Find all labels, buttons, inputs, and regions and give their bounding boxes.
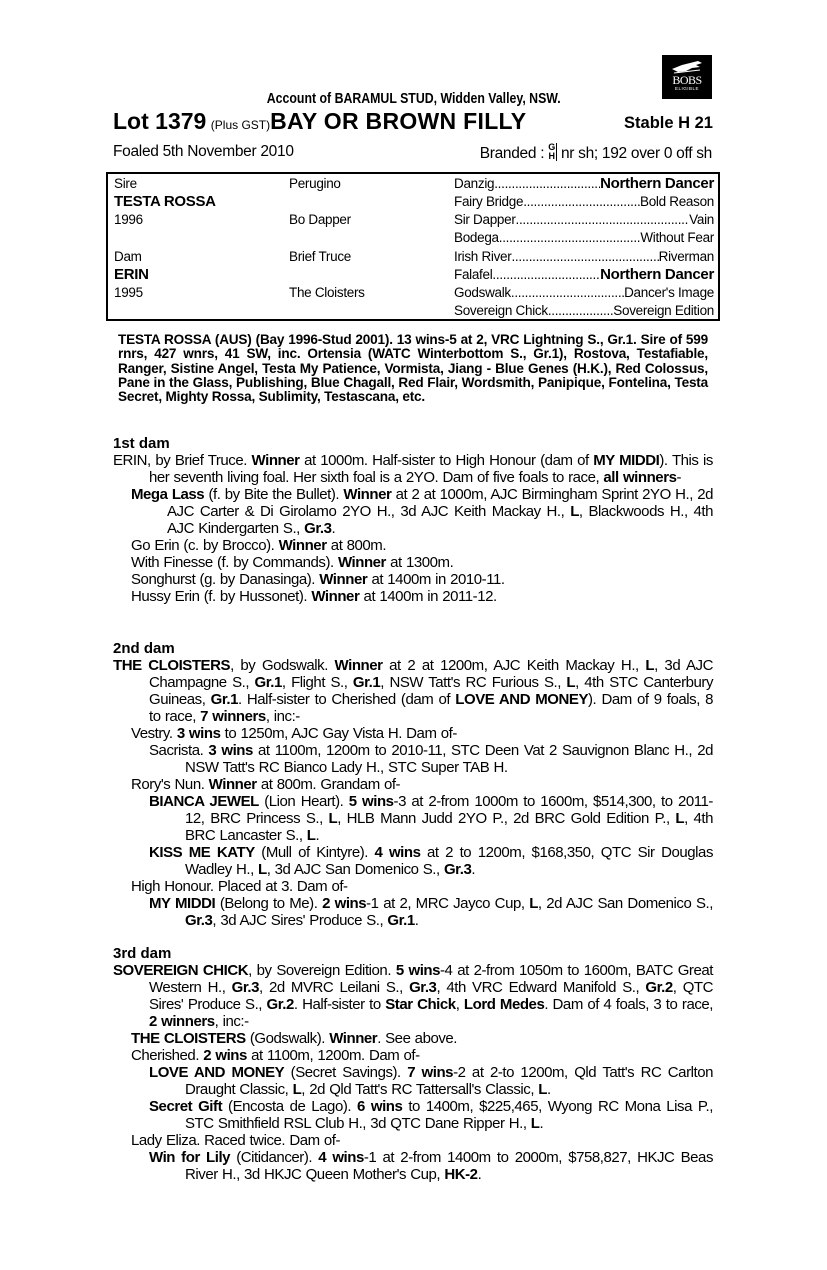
bold-text: Gr.3: [231, 979, 260, 996]
bold-text: L: [530, 1115, 540, 1132]
bold-text: L: [328, 810, 338, 827]
dam-label: Dam: [114, 249, 142, 264]
brand-bottom: H: [548, 151, 555, 161]
brand-mark: [548, 143, 557, 161]
bold-text: Winner: [251, 452, 300, 469]
sire-label: Sire: [114, 176, 137, 191]
text: -: [676, 469, 682, 486]
dam-section: [113, 640, 713, 929]
pedigree-entry: [113, 878, 713, 895]
branded-label: Branded :: [479, 145, 545, 162]
ancestor-sire: Northern Dancer: [600, 175, 714, 192]
bold-text: Winner: [334, 657, 383, 674]
text: (Citidancer).: [230, 1149, 319, 1166]
text: .: [315, 827, 320, 844]
bold-text: Gr.3: [409, 979, 437, 996]
ancestor-name: Sir Dapper: [454, 212, 516, 227]
bold-text: 6 wins: [357, 1098, 403, 1115]
bold-text: L: [645, 657, 655, 674]
text: at 2 at 1200m, AJC Keith Mackay H.,: [382, 657, 646, 674]
ancestor-row: [454, 229, 714, 247]
text: .: [471, 861, 476, 878]
text: , 3d AJC San Domenico S.,: [266, 861, 444, 878]
bold-text: KISS ME KATY: [149, 844, 255, 861]
text: , Flight S.,: [281, 674, 353, 691]
text: Cherished.: [131, 1047, 204, 1064]
granddam: Bo Dapper: [289, 212, 351, 227]
text: , 3d AJC Champagne S.,: [149, 657, 713, 691]
text: , HLB Mann Judd 2YO P., 2d BRC Gold Edition P.,: [337, 810, 676, 827]
bold-text: Gr.2: [645, 979, 673, 996]
text: With Finesse (f. by Commands).: [131, 554, 338, 571]
grandsire: Perugino: [289, 176, 341, 191]
bold-text: Winner: [329, 1030, 378, 1047]
bold-text: Lord Medes: [463, 996, 545, 1013]
sire-year: 1996: [114, 212, 143, 227]
bold-text: Gr.2: [266, 996, 294, 1013]
section-heading: 1st dam: [113, 435, 170, 452]
bold-text: 7 wins: [407, 1064, 454, 1081]
pedigree-entry: [113, 844, 713, 878]
pedigree-entry: [113, 486, 713, 537]
bold-text: 5 wins: [348, 793, 394, 810]
sire-summary: TESTA ROSSA (AUS) (Bay 1996-Stud 2001). 13 wins-5 at 2, VRC Lightning S., Gr.1. Sire of 599 rnrs, 427 wnrs, 41 SW, inc. Ortensia (WATC Winterbottom S., Gr.1), Rostova, Testafiable, Ranger, Sistine Angel, Testa My Patience, Vormista, Jiang - Blue Genes (H.K.), Red Colossus, Pane in the Glass, Publishing, Blue Chagall, Red Flair, Wordsmith, Panipique, Fontelina, Testa Secret, Mighty Rossa, Sublimity, Testascana, etc.: [118, 332, 708, 405]
bold-text: 3 wins: [208, 742, 253, 759]
bold-text: SOVEREIGN CHICK: [113, 962, 249, 979]
text: Lady Eliza. Raced twice. Dam of-: [131, 1132, 341, 1149]
dam-section: [113, 945, 713, 1183]
leader-dots: [492, 266, 600, 284]
pedigree-entry: [113, 725, 713, 742]
bold-text: LOVE AND MONEY: [149, 1064, 285, 1081]
text: -3 at 2-from 1000m to 1600m, $514,300, to 2011-12, BRC Princess S.,: [185, 793, 713, 827]
text: , 2d Qld Tatt's RC Tattersall's Classic,: [301, 1081, 539, 1098]
text: (Lion Heart).: [258, 793, 349, 810]
bold-text: Gr.1: [254, 674, 282, 691]
leader-dots: [494, 175, 600, 193]
ancestor-sire: Sovereign Edition: [613, 303, 714, 318]
bold-text: 4 wins: [374, 844, 421, 861]
text: at 2 to 1200m, $168,350, QTC Sir Douglas Wadley H.,: [185, 844, 713, 878]
bold-text: THE CLOISTERS: [113, 657, 231, 674]
text: Vestry.: [131, 725, 177, 742]
bold-text: BIANCA JEWEL: [149, 793, 259, 810]
bold-text: Secret Gift: [149, 1098, 223, 1115]
text: to 1250m, AJC Gay Vista H. Dam of-: [220, 725, 457, 742]
bold-text: MY MIDDI: [149, 895, 216, 912]
bold-text: Winner: [278, 537, 327, 554]
text: . Dam of 4 foals, 3 to race,: [544, 996, 713, 1013]
ancestor-name: Godswalk: [454, 285, 511, 300]
pedigree-entry: [113, 657, 713, 725]
text: at 1100m, 1200m to 2010-11, STC Deen Vat 2 Sauvignon Blanc H., 2d NSW Tatt's RC Bianco Lady H., STC Super TAB H.: [185, 742, 713, 776]
text: at 1400m in 2010-11.: [367, 571, 505, 588]
sire-name: TESTA ROSSA: [114, 193, 216, 210]
bold-text: MY MIDDI: [593, 452, 660, 469]
bold-text: Gr.3: [304, 520, 332, 537]
bold-text: Gr.3: [185, 912, 213, 929]
leader-dots: [511, 248, 658, 266]
bold-text: L: [306, 827, 316, 844]
leader-dots: [523, 193, 640, 211]
bold-text: Winner: [311, 588, 360, 605]
bold-text: Winner: [208, 776, 257, 793]
pedigree-entry: [113, 962, 713, 1030]
text: . See above.: [377, 1030, 458, 1047]
text: Hussy Erin (f. by Hussonet).: [131, 588, 312, 605]
pedigree-entry: [113, 895, 713, 929]
text: ,: [455, 996, 464, 1013]
lot-number: Lot 1379: [113, 108, 207, 134]
pedigree-entry: [113, 1030, 713, 1047]
ancestor-row: [454, 248, 714, 266]
section-heading: 3rd dam: [113, 945, 172, 962]
text: Rory's Nun.: [131, 776, 209, 793]
logo-sub: ELIGIBLE: [674, 86, 699, 91]
bold-text: Winner: [337, 554, 386, 571]
text: , 2d MVRC Leilani S.,: [259, 979, 410, 996]
text: Sacrista.: [149, 742, 209, 759]
lot-title: BAY OR BROWN FILLY: [270, 108, 527, 134]
pedigree-entry: [113, 452, 713, 486]
pedigree-entry: [113, 1064, 713, 1098]
ancestor-name: Fairy Bridge: [454, 194, 524, 209]
bold-text: all winners: [603, 469, 677, 486]
pedigree-table: [106, 172, 720, 321]
pedigree-entry: [113, 776, 713, 793]
bold-text: L: [292, 1081, 302, 1098]
text: , 2d AJC San Domenico S.,: [537, 895, 713, 912]
text: ). Dam of 9 foals, 8 to race,: [149, 691, 714, 725]
text: (Secret Savings).: [284, 1064, 408, 1081]
text: , by Sovereign Edition.: [248, 962, 396, 979]
ancestor-row: [454, 302, 714, 320]
text: .: [539, 1115, 544, 1132]
pedigree-entry: [113, 1132, 713, 1149]
pedigree-entry: [113, 554, 713, 571]
text: Go Erin (c. by Brocco).: [131, 537, 279, 554]
bold-text: Gr.1: [352, 674, 381, 691]
bold-text: 3 wins: [176, 725, 221, 742]
text: ERIN, by Brief Truce.: [113, 452, 252, 469]
leader-dots: [516, 211, 690, 229]
text: , Blackwoods H., 4th AJC Kindergarten S.,: [167, 503, 713, 537]
pedigree-entry: [113, 1047, 713, 1064]
brand-top: G: [548, 142, 555, 152]
ancestor-sire: Vain: [689, 212, 714, 227]
ancestor-row: [454, 284, 714, 302]
bold-text: L: [566, 674, 576, 691]
bold-text: Winner: [319, 571, 368, 588]
text: .: [477, 1166, 482, 1183]
ancestor-sire: Bold Reason: [639, 194, 714, 209]
ancestor-row: [454, 266, 714, 284]
second-dam: The Cloisters: [289, 285, 365, 300]
ancestor-row: [454, 211, 714, 229]
text: , inc:-: [265, 708, 300, 725]
lot-header: [113, 108, 713, 136]
ancestor-row: [454, 193, 714, 211]
text: . Half-sister to: [293, 996, 386, 1013]
text: , inc:-: [214, 1013, 249, 1030]
pedigree-entry: [113, 1098, 713, 1132]
text: Songhurst (g. by Danasinga).: [131, 571, 320, 588]
stable-location: Stable H 21: [624, 114, 713, 132]
text: , 3d AJC Sires' Produce S.,: [212, 912, 388, 929]
bold-text: 5 wins: [395, 962, 441, 979]
ancestor-name: Bodega: [454, 230, 499, 245]
text: (Belong to Me).: [215, 895, 323, 912]
branded-detail: nr sh; 192 over 0 off sh: [560, 145, 712, 162]
text: at 1400m in 2011-12.: [359, 588, 497, 605]
bold-text: Win for Lily: [149, 1149, 231, 1166]
vendor-account: Account of BARAMUL STUD, Widden Valley, NSW.: [266, 91, 561, 107]
text: (Godswalk).: [245, 1030, 330, 1047]
bold-text: L: [258, 861, 267, 878]
bold-text: 2 wins: [322, 895, 367, 912]
bold-text: LOVE AND MONEY: [455, 691, 589, 708]
ancestor-sire: Riverman: [658, 249, 714, 264]
section-heading: 2nd dam: [113, 640, 175, 657]
bold-text: Winner: [343, 486, 392, 503]
pedigree-entry: [113, 537, 713, 554]
bold-text: Mega Lass: [131, 486, 205, 503]
text: -4 at 2-from 1050m to 1600m, BATC Great Western H.,: [149, 962, 713, 996]
leader-dots: [511, 284, 624, 302]
text: at 800m. Grandam of-: [256, 776, 401, 793]
bold-text: 4 wins: [318, 1149, 364, 1166]
text: .: [414, 912, 419, 929]
logo-brand: BOBS: [672, 73, 702, 87]
text: (Encosta de Lago).: [222, 1098, 358, 1115]
text: at 800m.: [326, 537, 387, 554]
bold-text: HK-2: [444, 1166, 478, 1183]
ancestor-sire: Dancer's Image: [624, 285, 714, 300]
leader-dots: [499, 229, 641, 247]
bold-text: L: [529, 895, 538, 912]
ancestor-name: Irish River: [454, 249, 512, 264]
leader-dots: [548, 302, 613, 320]
text: at 1300m.: [385, 554, 454, 571]
bold-text: Gr.1: [210, 691, 239, 708]
text: , NSW Tatt's RC Furious S.,: [380, 674, 567, 691]
pedigree-entry: [113, 1149, 713, 1183]
text: at 1100m, 1200m. Dam of-: [246, 1047, 420, 1064]
bold-text: Star Chick: [385, 996, 456, 1013]
text: at 2 at 1000m, AJC Birmingham Sprint 2YO H., 2d AJC Carter & Di Girolamo 2YO H., 3d AJC Keith Mackay H.,: [167, 486, 713, 520]
text: -2 at 2-to 1200m, Qld Tatt's RC Carlton Draught Classic,: [185, 1064, 713, 1098]
text: to 1400m, $225,465, Wyong RC Mona Lisa P., STC Smithfield RSL Club H., 3d QTC Dane Ripper H.,: [185, 1098, 713, 1132]
dam-name: ERIN: [114, 266, 149, 283]
foaled-date: Foaled 5th November 2010: [113, 143, 294, 160]
text: , QTC Sires' Produce S.,: [149, 979, 714, 1013]
ancestor-sire: Northern Dancer: [600, 266, 714, 283]
pedigree-entry: [113, 793, 713, 844]
text: -1 at 2-from 1400m to 2000m, $758,827, HKJC Beas River H., 3d HKJC Queen Mother's Cup,: [185, 1149, 714, 1183]
text: High Honour. Placed at 3. Dam of-: [131, 878, 348, 895]
bold-text: Gr.3: [443, 861, 472, 878]
dam-year: 1995: [114, 285, 143, 300]
bold-text: THE CLOISTERS: [131, 1030, 246, 1047]
text: , 4th STC Canterbury Guineas,: [149, 674, 713, 708]
pedigree-entry: [113, 571, 713, 588]
text: .: [331, 520, 336, 537]
ancestor-name: Danzig: [454, 176, 495, 191]
text: (f. by Bite the Bullet).: [204, 486, 344, 503]
bold-text: 2 wins: [203, 1047, 247, 1064]
ancestor-row: [454, 175, 714, 193]
text: , 4th VRC Edward Manifold S.,: [436, 979, 646, 996]
text: ). This is her seventh living foal. Her sixth foal is a 2YO. Dam of five foals to race,: [149, 452, 713, 486]
ancestor-name: Falafel: [454, 267, 493, 282]
text: .: [546, 1081, 551, 1098]
bold-text: L: [675, 810, 685, 827]
branding: [480, 143, 712, 163]
bold-text: Gr.1: [387, 912, 415, 929]
ancestor-name: Sovereign Chick: [454, 303, 548, 318]
pedigree-entry: [113, 588, 713, 605]
damsire: Brief Truce: [289, 249, 351, 264]
text: , 4th BRC Lancaster S.,: [185, 810, 713, 844]
gst-note: (Plus GST): [210, 118, 271, 132]
bold-text: L: [538, 1081, 547, 1098]
text: . Half-sister to Cherished (dam of: [238, 691, 456, 708]
text: (Mull of Kintyre).: [254, 844, 375, 861]
dam-section: [113, 435, 713, 605]
pedigree-entry: [113, 742, 713, 776]
bold-text: 2 winners: [149, 1013, 215, 1030]
bold-text: L: [570, 503, 579, 520]
text: , by Godswalk.: [230, 657, 335, 674]
text: at 1000m. Half-sister to High Honour (dam of: [299, 452, 594, 469]
text: -1 at 2, MRC Jayco Cup,: [366, 895, 530, 912]
bold-text: 7 winners: [200, 708, 266, 725]
ancestor-sire: Without Fear: [640, 230, 714, 245]
